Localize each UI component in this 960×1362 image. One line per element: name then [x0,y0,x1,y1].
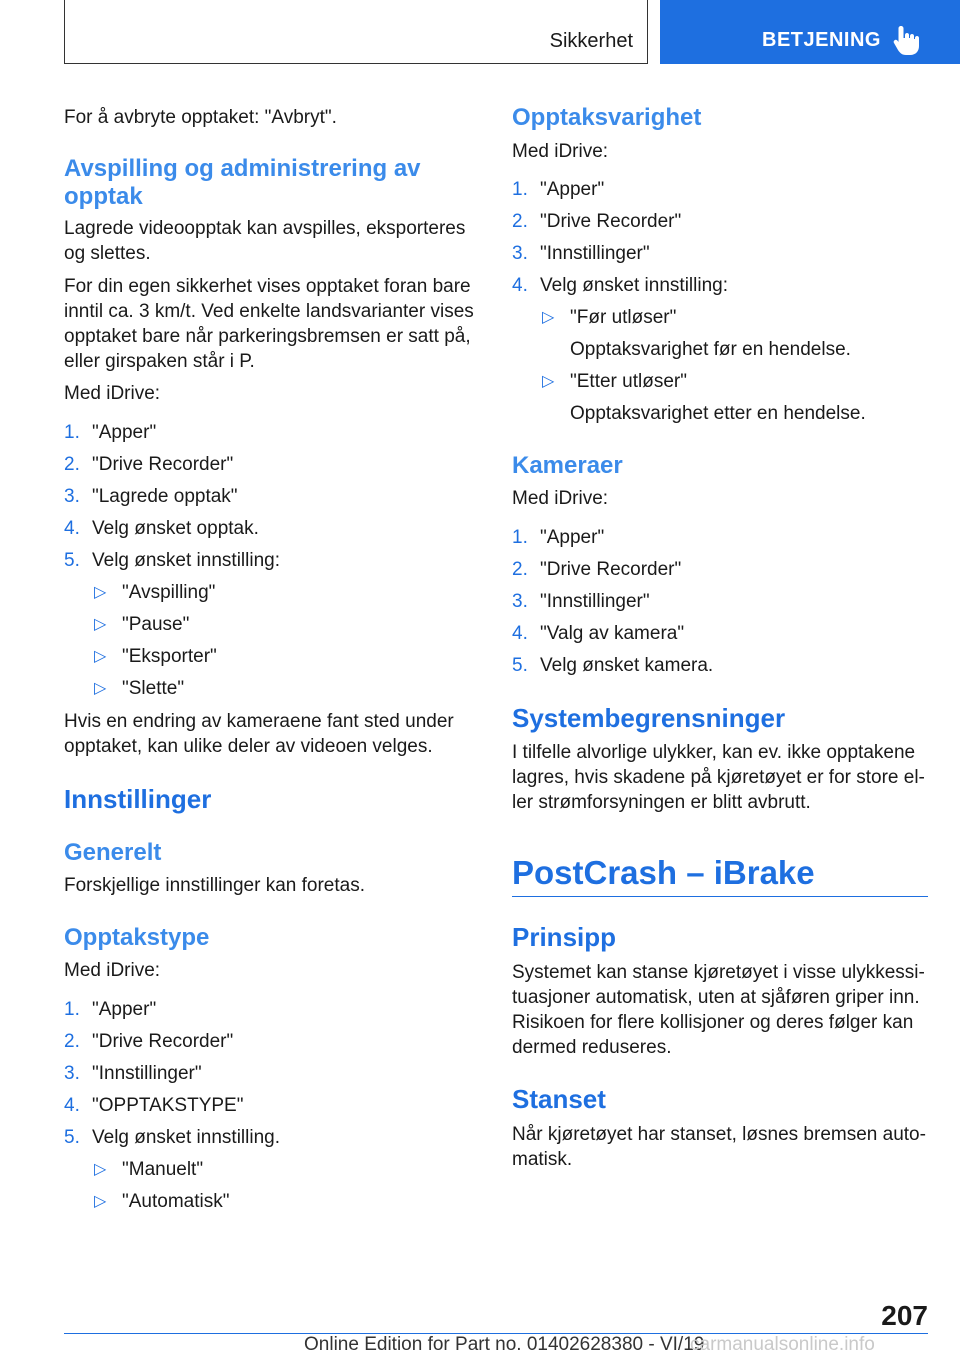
list-item: 2. "Drive Recorder" [512,211,682,232]
idrive-label: Med iDrive: [512,488,609,509]
list-item: ▷ "Manuelt" [94,1159,204,1180]
heading-playback: Avspilling og administrering av opptak [64,155,421,210]
steps-list-playback [64,420,474,580]
list-item: 1. "Apper" [512,179,605,200]
heading-recording-duration: Opptaksvarighet [512,104,702,131]
list-item: ▷ "Avspilling" [94,582,216,603]
list-item: 4. Velg ønsket innstilling: [512,275,728,296]
section-divider [512,896,928,897]
page-number: 207 [881,1300,928,1331]
list-item: 3. "Innstillinger" [512,591,650,612]
steps-list-recording-type [64,997,474,1157]
list-item: ▷ "Før utløser" Opptaksvarighet før en hendelse. [542,307,851,360]
paragraph-cameras-changed: Hvis en endring av kameraene fant sted under opptaket, kan ulike deler av videoen velges. [64,711,454,757]
idrive-label: Med iDrive: [512,141,609,162]
triangle-bullet-icon: ▷ [94,680,107,697]
paragraph-saved-recordings: Lagrede videoopptak kan avspilles, eksporteres og slettes. [64,218,466,264]
header-chapter-title: BETJENING [762,29,881,51]
cancel-instruction: For å avbryte opptaket: "Avbryt". [64,107,337,128]
watermark: carmanualsonline.info [690,1334,875,1355]
header-section-box [64,0,648,64]
heading-recording-type: Opptakstype [64,924,210,951]
list-item: 3. "Innstillinger" [512,243,650,264]
list-item: 4. "Valg av kamera" [512,623,685,644]
triangle-bullet-icon: ▷ [94,616,107,633]
triangle-bullet-icon: ▷ [94,1161,107,1178]
idrive-label: Med iDrive: [64,960,161,981]
list-item: ▷ "Automatisk" [94,1191,230,1212]
steps-list-duration [512,177,928,305]
list-item: 3. "Innstillinger" [64,1063,202,1084]
idrive-label: Med iDrive: [64,383,161,404]
triangle-bullet-icon: ▷ [542,373,555,390]
list-item: 5. Velg ønsket innstilling. [64,1127,280,1148]
triangle-bullet-icon: ▷ [542,309,555,326]
header-section-title: Sikkerhet [549,30,633,52]
heading-settings: Innstillinger [64,784,212,814]
list-item: ▷ "Pause" [94,614,190,635]
list-item: ▷ "Slette" [94,678,185,699]
list-item: 4. Velg ønsket opptak. [64,518,259,539]
list-item: 3. "Lagrede opptak" [64,486,238,507]
paragraph-general: Forskjellige innstillinger kan foretas. [64,875,365,896]
triangle-bullet-icon: ▷ [94,648,107,665]
steps-list-cameras [512,525,928,685]
list-item: 5. Velg ønsket innstilling: [64,550,280,571]
list-item: 2. "Drive Recorder" [64,454,234,475]
list-item: ▷ "Etter utløser" Opptaksvarighet etter en hendelse. [542,371,866,424]
bullets-recording-type [64,1157,474,1221]
header-chapter-box [660,0,960,64]
heading-system-limits: Systembegrensninger [512,703,786,733]
list-item: 1. "Apper" [512,527,605,548]
bullets-playback-options [64,580,474,708]
list-item: 2. "Drive Recorder" [512,559,682,580]
heading-principle: Prinsipp [512,922,617,952]
heading-stopped: Stanset [512,1084,606,1114]
paragraph-stopped: Når kjøretøyet har stanset, løsnes bremsen auto‐ matisk. [512,1124,926,1170]
heading-cameras: Kameraer [512,452,623,479]
hand-pointer-icon [892,24,922,56]
heading-postcrash-ibrake: PostCrash – iBrake [512,854,815,891]
list-item: 2. "Drive Recorder" [64,1031,234,1052]
triangle-bullet-icon: ▷ [94,584,107,601]
paragraph-safety: For din egen sikkerhet vises opptaket foran bare inntil ca. 3 km/t. Ved enkelte landsvarianter vises opptaket bare når parkeringsbremsen er satt på, eller girspaken står i P. [64,276,474,372]
footer-edition: Online Edition for Part no. 01402628380 - VI/19 [304,1334,705,1355]
paragraph-system-limits: I tilfelle alvorlige ulykker, kan ev. ikke opptakene lagres, hvis skadene på kjøretøyet er for store el‐ ler strømforsyningen er blitt avbrutt. [512,742,925,813]
list-item: 1. "Apper" [64,999,157,1020]
paragraph-principle: Systemet kan stanse kjøretøyet i visse ulykkessi‐ tuasjoner automatisk, uten at sjåføren griper inn. Risikoen for flere kollisjoner og deres følger kan dermed reduseres. [512,962,925,1058]
heading-general: Generelt [64,839,162,866]
triangle-bullet-icon: ▷ [94,1193,107,1210]
list-item: 5. Velg ønsket kamera. [512,655,714,676]
list-item: ▷ "Eksporter" [94,646,217,667]
list-item: 4. "OPPTAKSTYPE" [64,1095,244,1116]
bullets-duration-options [512,305,928,433]
list-item: 1. "Apper" [64,422,157,443]
